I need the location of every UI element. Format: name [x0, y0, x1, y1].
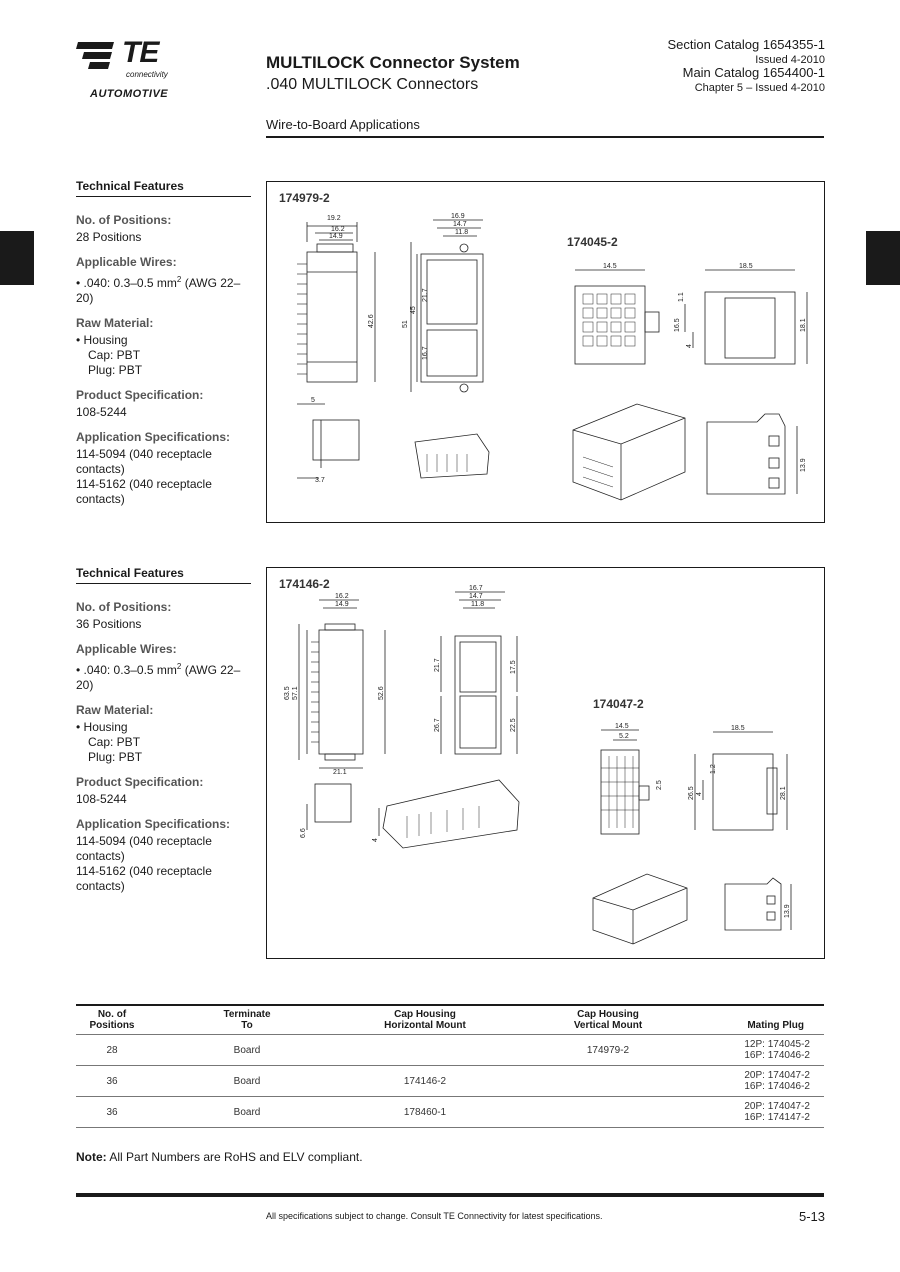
technical-features-2 — [76, 566, 251, 894]
col-horizontal: Cap Housing Horizontal Mount — [384, 1009, 466, 1031]
plug-part-number: 174047-2 — [593, 697, 644, 711]
product-spec-value: 108-5244 — [76, 792, 127, 806]
dimension-label: 16.9 — [451, 213, 465, 220]
col-terminate: Terminate To — [223, 1009, 271, 1031]
material-label: Raw Material: — [76, 703, 154, 717]
technical-drawing-1 — [267, 182, 824, 522]
dimension-label: 2.5 — [656, 780, 663, 790]
dimension-label: 17.5 — [510, 660, 517, 674]
product-spec-value: 108-5244 — [76, 405, 127, 419]
page-title: MULTILOCK Connector System — [266, 53, 520, 72]
technical-drawing-2 — [267, 568, 824, 958]
dimension-label: 26.7 — [434, 718, 441, 732]
dimension-label: 4 — [696, 792, 703, 796]
material-housing: • Housing — [76, 720, 128, 734]
material-plug: Plug: PBT — [88, 750, 143, 764]
page-subtitle: .040 MULTILOCK Connectors — [266, 76, 479, 93]
dimension-label: 19.2 — [327, 215, 341, 222]
dimension-label: 13.9 — [800, 458, 807, 472]
dimension-label: 51 — [402, 320, 409, 328]
dimension-label: 63.5 — [284, 686, 291, 700]
dimension-label: 18.1 — [800, 318, 807, 332]
dimension-label: 16.5 — [674, 318, 681, 332]
wires-value: • .040: 0.3–0.5 $mm^2$ (AWG 22–20) — [76, 662, 241, 692]
product-spec-label: Product Specification: — [76, 388, 204, 402]
col-vertical: Cap Housing Vertical Mount — [573, 1009, 643, 1031]
plug-part-number: 174045-2 — [567, 235, 618, 249]
col-positions: No. of Positions — [89, 1009, 135, 1031]
footer-disclaimer: All specifications subject to change. Consult TE Connectivity for latest specifications. — [266, 1211, 603, 1221]
technical-features-1 — [76, 179, 251, 507]
positions-label: No. of Positions: — [76, 600, 172, 614]
dimension-label: 21.7 — [422, 288, 429, 302]
dimension-label: 52.6 — [378, 686, 385, 700]
dimension-label: 18.5 — [731, 725, 745, 732]
te-logo — [76, 38, 186, 100]
header-rule — [266, 136, 824, 138]
drawing-panel-1 — [266, 181, 825, 523]
dimension-label: 14.7 — [453, 221, 467, 228]
table-row: 28 Board 174979-2 12P: 174045-2 16P: 174046-2 — [76, 1035, 824, 1066]
dimension-label: 14.7 — [469, 593, 483, 600]
application-heading: Wire-to-Board Applications — [266, 117, 420, 132]
dimension-label: 14.9 — [329, 233, 343, 240]
dimension-label: 16.2 — [335, 593, 349, 600]
app-spec-1: 114-5094 (040 receptacle contacts) — [76, 447, 212, 476]
material-plug: Plug: PBT — [88, 363, 143, 377]
col-mating-plug: Mating Plug — [747, 1020, 804, 1031]
dimension-label: 6.6 — [300, 828, 307, 838]
features-title: Technical Features — [76, 179, 251, 197]
logo-tagline: connectivity — [126, 70, 168, 79]
table-row: 36 Board 174146-2 20P: 174047-2 16P: 174046-2 — [76, 1066, 824, 1097]
positions-value: 36 Positions — [76, 617, 142, 631]
dimension-label: 57.1 — [292, 686, 299, 700]
part-number-table — [76, 1004, 824, 1128]
dimension-label: 28.1 — [780, 786, 787, 800]
page-number: 5-13 — [798, 1209, 825, 1224]
app-spec-label: Application Specifications: — [76, 430, 231, 444]
dimension-label: 5 — [311, 397, 315, 404]
app-spec-1: 114-5094 (040 receptacle contacts) — [76, 834, 212, 863]
table-header-row — [76, 1005, 824, 1035]
section-issued: Issued 4-2010 — [755, 54, 825, 66]
material-housing: • Housing — [76, 333, 128, 347]
positions-label: No. of Positions: — [76, 213, 172, 227]
dimension-label: 14.5 — [615, 723, 629, 730]
product-spec-label: Product Specification: — [76, 775, 204, 789]
positions-value: 28 Positions — [76, 230, 142, 244]
right-edge-tab — [866, 231, 900, 285]
dimension-label: 11.8 — [471, 601, 485, 608]
dimension-label: 16.7 — [422, 346, 429, 360]
dimension-label: 3.7 — [315, 477, 325, 484]
dimension-label: 5.2 — [619, 733, 629, 740]
drawing-panel-2 — [266, 567, 825, 959]
main-catalog: Main Catalog 1654400-1 — [682, 65, 825, 80]
material-cap: Cap: PBT — [88, 735, 141, 749]
dimension-label: 42.6 — [368, 314, 375, 328]
material-label: Raw Material: — [76, 316, 154, 330]
dimension-label: 45 — [410, 306, 417, 314]
dimension-label: 18.5 — [739, 263, 753, 270]
dimension-label: 11.8 — [455, 229, 469, 236]
left-edge-tab — [0, 231, 34, 285]
dimension-label: 21.7 — [434, 658, 441, 672]
compliance-note: Note: All Part Numbers are RoHS and ELV compliant. — [76, 1150, 363, 1164]
dimension-label: 1.1 — [678, 292, 685, 302]
cap-part-number: 174146-2 — [279, 577, 330, 591]
dimension-label: 21.1 — [333, 769, 347, 776]
dimension-label: 16.2 — [331, 226, 345, 233]
app-spec-2: 114-5162 (040 receptacle contacts) — [76, 864, 212, 893]
wires-value: • .040: 0.3–0.5 $mm^2$ (AWG 22–20) — [76, 275, 241, 305]
app-spec-2: 114-5162 (040 receptacle contacts) — [76, 477, 212, 506]
cap-part-number: 174979-2 — [279, 191, 330, 205]
section-catalog: Section Catalog 1654355-1 — [667, 37, 825, 52]
dimension-label: 4 — [372, 838, 379, 842]
wires-label: Applicable Wires: — [76, 255, 177, 269]
chapter-issued: Chapter 5 – Issued 4-2010 — [694, 82, 825, 94]
logo-text: TE — [122, 36, 159, 69]
dimension-label: 16.7 — [469, 585, 483, 592]
dimension-label: 13.9 — [784, 904, 791, 918]
division-label: AUTOMOTIVE — [90, 88, 169, 100]
dimension-label: 22.5 — [510, 718, 517, 732]
wires-label: Applicable Wires: — [76, 642, 177, 656]
footer-rule — [76, 1193, 824, 1197]
dimension-label: 14.9 — [335, 601, 349, 608]
table-row: 36 Board 178460-1 20P: 174047-2 16P: 174147-2 — [76, 1097, 824, 1128]
features-title: Technical Features — [76, 566, 251, 584]
dimension-label: 1.2 — [710, 764, 717, 774]
dimension-label: 26.5 — [688, 786, 695, 800]
material-cap: Cap: PBT — [88, 348, 141, 362]
dimension-label: 4 — [686, 344, 693, 348]
dimension-label: 14.5 — [603, 263, 617, 270]
app-spec-label: Application Specifications: — [76, 817, 231, 831]
